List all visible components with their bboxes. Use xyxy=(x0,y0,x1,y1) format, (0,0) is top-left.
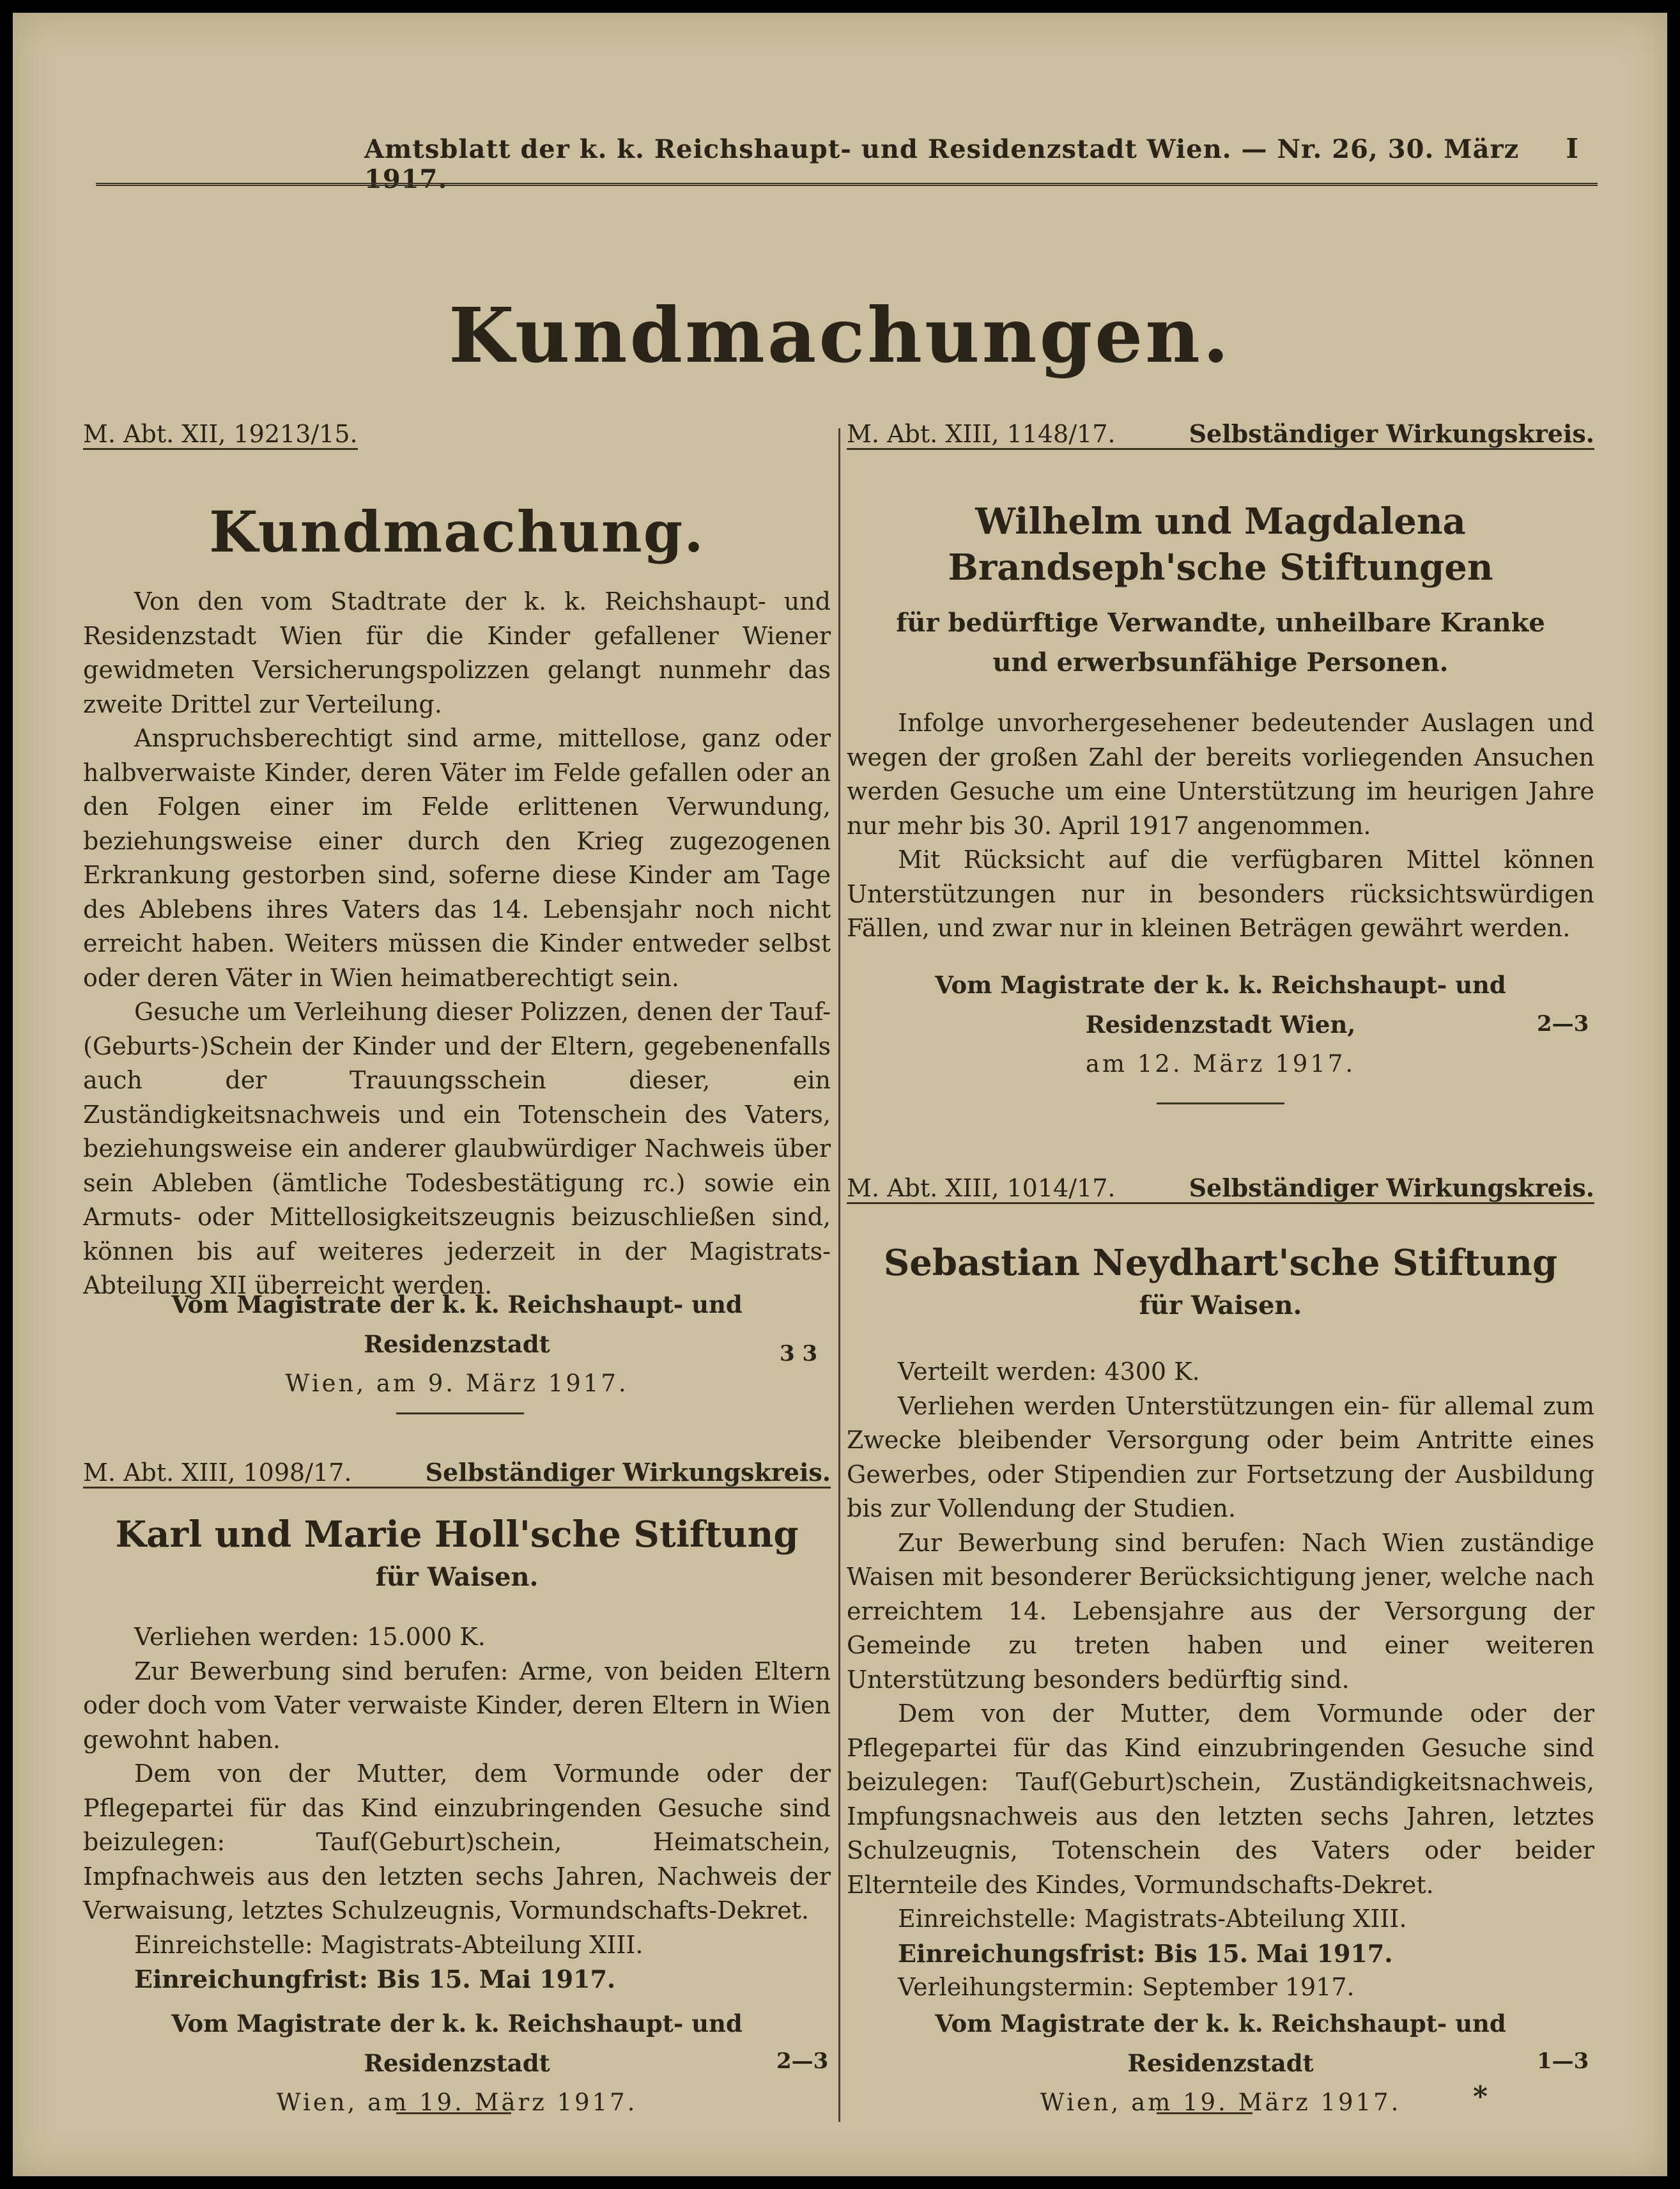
notice-2-number: 2—3 xyxy=(776,2048,829,2074)
notice-2-body xyxy=(83,1620,831,1997)
separator-rule xyxy=(1157,1102,1284,1104)
notice-4-date: Wien, am 19. März 1917. xyxy=(1040,2089,1401,2116)
notice-3-jurisdiction: Selbständiger Wirkungskreis. xyxy=(1189,419,1594,448)
notice-1-reference xyxy=(83,412,358,450)
notice-4-paragraph: Verliehen werden Unterstützungen ein- für allemal zum Zwecke bleibender Versorgung oder beim Antritte eines Gewerbes, oder Stipendien zur Fortsetzung der Ausbildung bis zur Vollendung der Studien. xyxy=(847,1391,1594,1522)
notice-3-reference xyxy=(847,412,1594,450)
notice-2-signature: Vom Magistrate der k. k. Reichshaupt- und Residenzstadt xyxy=(171,2009,743,2077)
notice-2-title xyxy=(83,1512,831,1597)
notice-4-ref-number: M. Abt. XIII, 1014/17. xyxy=(847,1174,1116,1202)
separator-rule xyxy=(1157,2112,1252,2114)
separator-rule xyxy=(396,1412,524,1414)
notice-1-body xyxy=(83,585,831,1303)
newspaper-page xyxy=(13,13,1667,2176)
notice-2-title-text: Karl und Marie Holl'sche Stiftung xyxy=(115,1513,799,1556)
notice-2-paragraph: Einreichungfrist: Bis 15. Mai 1917. xyxy=(134,1965,616,1993)
page-header xyxy=(128,133,1578,194)
notice-2-subtitle: für Waisen. xyxy=(375,1562,539,1592)
notice-3-subtitle: für bedürftige Verwandte, unheilbare Kranke und erwerbsunfähige Personen. xyxy=(896,608,1545,677)
notice-1-title: Kundmachung. xyxy=(209,499,705,565)
notice-3-title-text: Wilhelm und Magdalena Brandseph'sche Stiftungen xyxy=(948,500,1493,589)
notice-1-ref-number: M. Abt. XII, 19213/15. xyxy=(83,420,358,448)
notice-4-paragraph: Verleihungstermin: September 1917. xyxy=(898,1973,1355,2001)
header-title: Amtsblatt der k. k. Reichshaupt- und Residenzstadt Wien. — Nr. 26, 30. März 1917. xyxy=(364,134,1520,194)
notice-3-paragraph: Mit Rücksicht auf die verfügbaren Mittel können Unterstützungen nur in besonders rücksichtswürdigen Fällen, und zwar nur in kleinen Beträgen gewährt werden. xyxy=(847,846,1594,942)
notice-4-paragraph: Verteilt werden: 4300 K. xyxy=(898,1357,1200,1386)
notice-1-paragraph: Gesuche um Verleihung dieser Polizzen, denen der Tauf-(Geburts-)Schein der Kinder und der Eltern, gegebenenfalls auch der Trauungsschein dieser, ein Zuständigkeitsnachweis und ein Totenschein des Vaters, beziehungsweise ein anderer glaubwürdiger Nachweis über sein Ableben (ämtliche Todesbestätigung rc.) sowie ein Armuts- oder Mittellosigkeitszeugnis beizuschließen sind, können bis auf weiteres jederzeit in der Magistrats-Abteilung XII überreicht werden. xyxy=(83,998,831,1299)
notice-2-ref-number: M. Abt. XIII, 1098/17. xyxy=(83,1458,352,1487)
notice-4-paragraph: Dem von der Mutter, dem Vormunde oder der Pflegepartei für das Kind einzubringenden Gesuche sind beizulegen: Tauf(Geburt)schein, Zuständigkeitsnachweis, Impfungsnachweis aus den letzten sechs Jahren, letztes Schulzeugnis, Totenschein des Vaters oder beider Elternteile des Kindes, Vormundschafts-Dekret. xyxy=(847,1699,1594,1899)
separator-rule xyxy=(396,2112,511,2114)
notice-3-signature-block xyxy=(847,965,1594,1084)
footer-mark: * xyxy=(1473,2080,1488,2113)
notice-2-paragraph: Zur Bewerbung sind berufen: Arme, von beiden Eltern oder doch vom Vater verwaiste Kinder, deren Eltern in Wien gewohnt haben. xyxy=(83,1657,831,1754)
notice-4-title-text: Sebastian Neydhart'sche Stiftung xyxy=(883,1242,1558,1284)
notice-2-paragraph: Verliehen werden: 15.000 K. xyxy=(134,1623,486,1651)
page-number: I xyxy=(1566,133,1578,164)
notice-4-paragraph: Zur Bewerbung sind berufen: Nach Wien zuständige Waisen mit besonderer Berücksichtigung jener, welche nach erreichtem 14. Lebensjahre aus der Versorgung der Gemeinde zu treten haben und einer weiteren Unterstützung besonders bedürftig sind. xyxy=(847,1528,1594,1694)
notice-1-signature: Vom Magistrate der k. k. Reichshaupt- und Residenzstadt xyxy=(171,1290,743,1358)
notice-4-reference xyxy=(847,1166,1594,1204)
notice-2-paragraph: Dem von der Mutter, dem Vormunde oder der Pflegepartei für das Kind einzubringenden Gesuche sind beizulegen: Tauf(Geburt)schein, Heimatschein, Impfnachweis aus den letzten sechs Jahren, Nachweis der Verwaisung, letztes Schulzeugnis, Vormundschafts-Dekret. xyxy=(83,1760,831,1924)
notice-4-subtitle: für Waisen. xyxy=(1139,1290,1302,1320)
notice-4-title xyxy=(847,1240,1594,1326)
notice-4-paragraph: Einreichstelle: Magistrats-Abteilung XIII. xyxy=(898,1905,1407,1933)
notice-1-paragraph: Anspruchsberechtigt sind arme, mittellose, ganz oder halbverwaiste Kinder, deren Väter im Felde gefallen oder an den Folgen einer im Felde erlittenen Verwundung, beziehungsweise einer durch den Krieg zugezogenen Erkrankung gestorben sind, soferne diese Kinder am Tage des Ablebens ihres Vaters das 14. Lebensjahr noch nicht erreicht haben. Weiters müssen die Kinder entweder selbst oder deren Väter in Wien heimatberechtigt sein. xyxy=(83,724,831,992)
notice-3-date: am 12. März 1917. xyxy=(1085,1050,1356,1078)
notice-2-paragraph: Einreichstelle: Magistrats-Abteilung XIII. xyxy=(134,1930,643,1959)
notice-4-signature: Vom Magistrate der k. k. Reichshaupt- und Residenzstadt xyxy=(935,2009,1506,2077)
notice-4-body xyxy=(847,1355,1594,2005)
notice-1-number: 3 3 xyxy=(780,1341,818,1366)
notice-4-jurisdiction: Selbständiger Wirkungskreis. xyxy=(1189,1173,1594,1202)
notice-4-number: 1—3 xyxy=(1537,2048,1589,2074)
header-rule xyxy=(96,176,1598,186)
notice-4-paragraph: Einreichungsfrist: Bis 15. Mai 1917. xyxy=(898,1938,1393,1968)
notice-2-jurisdiction: Selbständiger Wirkungskreis. xyxy=(425,1458,831,1487)
notice-1-date: Wien, am 9. März 1917. xyxy=(285,1370,629,1397)
column-divider xyxy=(838,428,840,2122)
notice-3-number: 2—3 xyxy=(1537,1011,1589,1037)
notice-2-reference xyxy=(83,1451,831,1489)
notice-1-signature-block xyxy=(83,1285,831,1404)
notice-1-paragraph: Von den vom Stadtrate der k. k. Reichshaupt- und Residenzstadt Wien für die Kinder gefallener Wiener gewidmeten Versicherungspolizzen gelangt nunmehr das zweite Drittel zur Verteilung. xyxy=(83,587,831,718)
notice-2-date: Wien, am 19. März 1917. xyxy=(276,2089,638,2116)
notice-3-body xyxy=(847,706,1594,946)
notice-3-ref-number: M. Abt. XIII, 1148/17. xyxy=(847,420,1116,448)
notice-3-signature: Vom Magistrate der k. k. Reichshaupt- und Residenzstadt Wien, xyxy=(935,971,1506,1039)
notice-3-title xyxy=(847,499,1594,683)
notice-2-signature-block xyxy=(83,2004,831,2123)
notice-3-paragraph: Infolge unvorhergesehener bedeutender Auslagen und wegen der großen Zahl der bereits vorliegenden Ansuchen werden Gesuche um eine Unterstützung im heurigen Jahre nur mehr bis 30. April 1917 angenommen. xyxy=(847,709,1594,840)
main-title: Kundmachungen. xyxy=(448,291,1232,380)
